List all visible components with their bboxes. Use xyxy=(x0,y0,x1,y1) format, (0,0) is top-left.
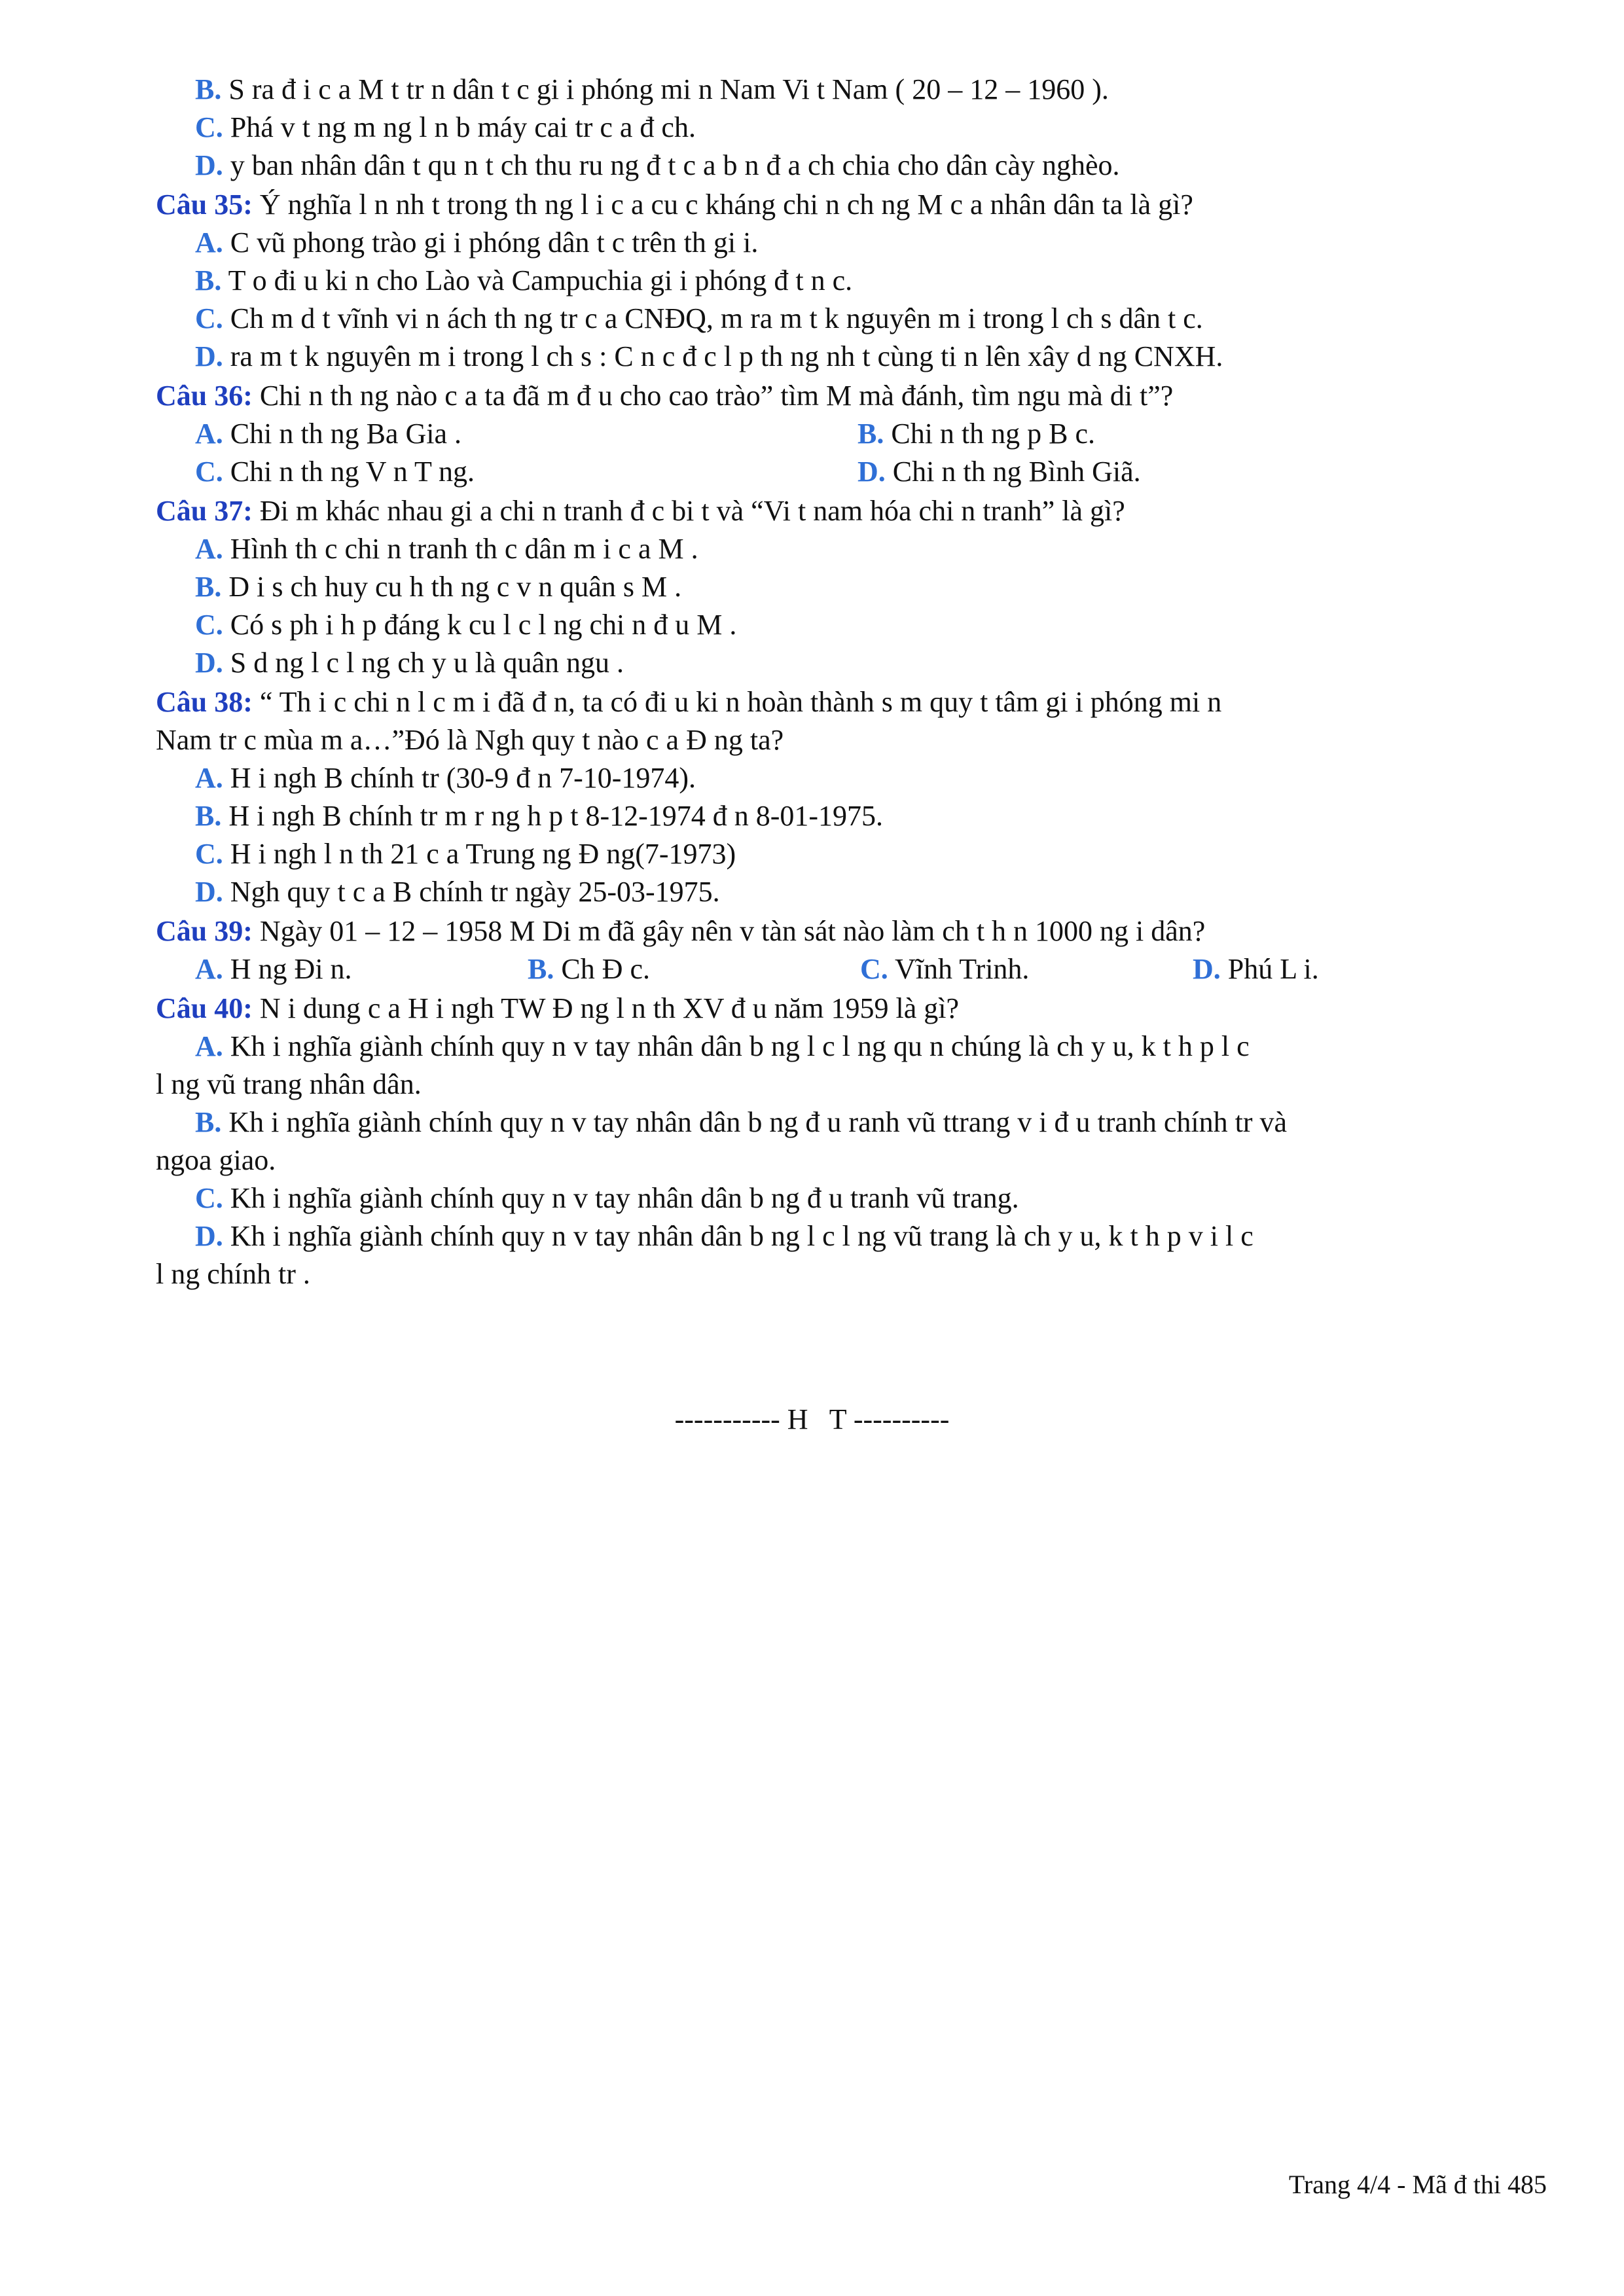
question-35 xyxy=(156,186,1550,224)
question-label: Câu 40: xyxy=(156,992,253,1024)
option-cell xyxy=(528,950,860,988)
option-line xyxy=(156,797,1550,835)
option-line xyxy=(156,147,1550,185)
option-letter: B. xyxy=(195,571,222,603)
question-label: Câu 37: xyxy=(156,495,253,527)
option-letter: B. xyxy=(195,264,222,296)
option-text: T o đi u ki n cho Lào và Campuchia gi i phóng đ t n c. xyxy=(228,264,853,296)
option-cell xyxy=(195,950,528,988)
option-letter: A. xyxy=(195,762,223,794)
option-text: Hình th c chi n tranh th c dân m i c a M . xyxy=(230,533,698,565)
option-letter: D. xyxy=(195,1220,223,1252)
option-letter: C. xyxy=(195,1182,223,1214)
question-37 xyxy=(156,492,1550,530)
option-letter: A. xyxy=(195,226,223,259)
option-text: C vũ phong trào gi i phóng dân t c trên th gi i. xyxy=(230,226,759,259)
option-letter: B. xyxy=(195,800,222,832)
question-38 xyxy=(156,683,1550,721)
option-line xyxy=(156,873,1550,911)
option-letter: C. xyxy=(195,838,223,870)
option-line xyxy=(156,109,1550,147)
option-text: Vĩnh Trinh. xyxy=(895,953,1030,985)
option-text: S ra đ i c a M t tr n dân t c gi i phóng mi n Nam Vi t Nam ( 20 – 12 – 1960 ). xyxy=(228,73,1109,105)
option-letter: C. xyxy=(195,456,223,488)
option-text: Ngh quy t c a B chính tr ngày 25-03-1975. xyxy=(230,876,720,908)
option-text: S d ng l c l ng ch y u là quân ngu . xyxy=(230,647,624,679)
question-label: Câu 36: xyxy=(156,380,253,412)
option-text: D i s ch huy cu h th ng c v n quân s M . xyxy=(228,571,682,603)
question-label: Câu 35: xyxy=(156,188,253,221)
option-text: Kh i nghĩa giành chính quy n v tay nhân dân b ng đ u tranh vũ trang. xyxy=(230,1182,1019,1214)
option-letter: C. xyxy=(195,609,223,641)
option-line xyxy=(156,224,1550,262)
option-text: y ban nhân dân t qu n t ch thu ru ng đ t c a b n đ a ch chia cho dân cày nghèo. xyxy=(230,149,1120,181)
option-letter: D. xyxy=(195,647,223,679)
option-line xyxy=(156,759,1550,797)
exam-content xyxy=(156,71,1550,1293)
question-39 xyxy=(156,912,1550,950)
question-text: Chi n th ng nào c a ta đã m đ u cho cao trào” tìm M mà đánh, tìm ngu mà di t”? xyxy=(259,380,1174,412)
option-text: Kh i nghĩa giành chính quy n v tay nhân dân b ng đ u ranh vũ ttrang v i đ u tranh chính tr và xyxy=(228,1106,1288,1138)
option-text: Kh i nghĩa giành chính quy n v tay nhân dân b ng l c l ng vũ trang là ch y u, k t h p v i l c xyxy=(230,1220,1254,1252)
option-text: ra m t k nguyên m i trong l ch s : C n c đ c l p th ng nh t cùng ti n lên xây d ng CNXH. xyxy=(230,340,1223,372)
option-line xyxy=(156,568,1550,606)
option-line xyxy=(156,1179,1550,1217)
option-line xyxy=(156,606,1550,644)
option-line xyxy=(156,262,1550,300)
option-line xyxy=(156,71,1550,109)
question-36 xyxy=(156,377,1550,415)
option-letter: A. xyxy=(195,533,223,565)
option-text: H i ngh B chính tr m r ng h p t 8-12-1974 đ n 8-01-1975. xyxy=(228,800,884,832)
option-letter: D. xyxy=(1193,953,1221,985)
option-letter: B. xyxy=(528,953,554,985)
page-footer: Trang 4/4 - Mã đ thi 485 xyxy=(1288,2170,1547,2199)
question-text: Ngày 01 – 12 – 1958 M Di m đã gây nên v tàn sát nào làm ch t h n 1000 ng i dân? xyxy=(259,915,1206,947)
question-text: Đi m khác nhau gi a chi n tranh đ c bi t và “Vi t nam hóa chi n tranh” là gì? xyxy=(259,495,1125,527)
option-letter: A. xyxy=(195,1030,223,1062)
option-letter: D. xyxy=(195,340,223,372)
option-cell xyxy=(195,453,857,491)
option-line xyxy=(156,835,1550,873)
option-letter: D. xyxy=(857,456,886,488)
option-row xyxy=(156,453,1550,491)
option-text: Chi n th ng Ba Gia . xyxy=(230,418,461,450)
option-cell xyxy=(195,415,857,453)
question-text: Ý nghĩa l n nh t trong th ng l i c a cu c kháng chi n ch ng M c a nhân dân ta là gì? xyxy=(259,188,1193,221)
option-text: H i ngh l n th 21 c a Trung ng Đ ng(7-1973) xyxy=(230,838,736,870)
option-text: Phá v t ng m ng l n b máy cai tr c a đ ch. xyxy=(230,111,696,143)
option-letter: C. xyxy=(195,111,223,143)
option-text: H ng Đi n. xyxy=(230,953,352,985)
option-line xyxy=(156,1217,1550,1255)
option-line xyxy=(156,300,1550,338)
option-line xyxy=(156,644,1550,682)
question-40 xyxy=(156,990,1550,1028)
option-row xyxy=(156,415,1550,453)
option-letter: C. xyxy=(860,953,888,985)
option-cell xyxy=(1193,950,1525,988)
option-text: Kh i nghĩa giành chính quy n v tay nhân dân b ng l c l ng qu n chúng là ch y u, k t h p l c xyxy=(230,1030,1250,1062)
option-line xyxy=(156,1103,1550,1141)
option-continuation: ngoa giao. xyxy=(156,1144,276,1176)
option-row xyxy=(156,950,1550,988)
option-line xyxy=(156,530,1550,568)
option-letter: B. xyxy=(195,1106,222,1138)
option-continuation: l ng vũ trang nhân dân. xyxy=(156,1068,422,1100)
option-letter: D. xyxy=(195,876,223,908)
option-letter: A. xyxy=(195,953,223,985)
option-text: Chi n th ng p B c. xyxy=(891,418,1096,450)
option-text: Chi n th ng Bình Giã. xyxy=(892,456,1141,488)
option-text: H i ngh B chính tr (30-9 đ n 7-10-1974). xyxy=(230,762,696,794)
option-text: Ch m d t vĩnh vi n ách th ng tr c a CNĐQ, m ra m t k nguyên m i trong l ch s dân t c. xyxy=(230,302,1203,334)
question-text: “ Th i c chi n l c m i đã đ n, ta có đi u ki n hoàn thành s m quy t tâm gi i phóng mi n xyxy=(259,686,1222,718)
question-label: Câu 38: xyxy=(156,686,253,718)
option-letter: D. xyxy=(195,149,223,181)
end-marker: ----------- H T ---------- xyxy=(674,1403,950,1435)
option-letter: B. xyxy=(857,418,884,450)
option-text: Chi n th ng V n T ng. xyxy=(230,456,475,488)
option-letter: A. xyxy=(195,418,223,450)
question-text-continuation: Nam tr c mùa m a…”Đó là Ngh quy t nào c a Đ ng ta? xyxy=(156,724,784,756)
option-cell xyxy=(860,950,1193,988)
option-text: Phú L i. xyxy=(1227,953,1319,985)
question-text: N i dung c a H i ngh TW Đ ng l n th XV đ u năm 1959 là gì? xyxy=(259,992,960,1024)
option-line xyxy=(156,338,1550,376)
option-letter: B. xyxy=(195,73,222,105)
question-label: Câu 39: xyxy=(156,915,253,947)
option-letter: C. xyxy=(195,302,223,334)
option-cell xyxy=(857,453,1520,491)
option-line xyxy=(156,1028,1550,1066)
option-continuation: l ng chính tr . xyxy=(156,1258,310,1290)
option-text: Có s ph i h p đáng k cu l c l ng chi n đ u M . xyxy=(230,609,737,641)
option-cell xyxy=(857,415,1520,453)
option-text: Ch Đ c. xyxy=(561,953,651,985)
